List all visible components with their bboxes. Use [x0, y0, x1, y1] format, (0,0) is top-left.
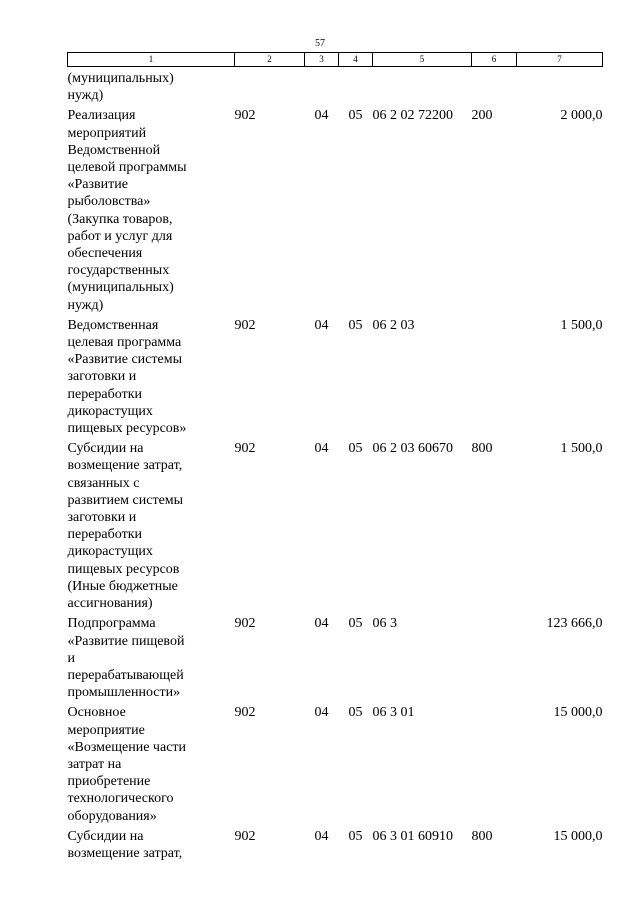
name-line: дикорастущих [67, 403, 153, 419]
table-row [68, 314, 603, 437]
expense-type: 800 [471, 441, 493, 457]
ministry-code: 902 [234, 705, 256, 721]
table-row [68, 825, 603, 862]
item-name [68, 612, 235, 701]
target-article: 06 2 03 [372, 317, 415, 333]
name-line: возмещение затрат, [67, 458, 183, 474]
column-header: 2 [235, 53, 305, 67]
column-number-header [68, 53, 603, 67]
table-row [68, 104, 603, 313]
item-name [68, 701, 235, 824]
name-line: (муниципальных) [67, 71, 174, 86]
subsection-code: 05 [348, 441, 363, 457]
section-code: 04 [314, 317, 329, 333]
column-header: 1 [68, 53, 235, 67]
item-name [68, 825, 235, 862]
target-article: 06 2 03 60670 [372, 441, 453, 457]
column-header: 7 [517, 53, 603, 67]
ministry-code: 902 [234, 616, 256, 632]
name-line: (Закупка товаров, [67, 211, 173, 227]
name-line: «Развитие [67, 177, 128, 193]
target-article: 06 3 [372, 616, 397, 632]
expense-type [472, 314, 517, 437]
name-line: промышленности» [67, 685, 181, 701]
name-line: целевая программа [67, 335, 182, 351]
name-line: нужд) [67, 88, 104, 104]
name-line: мероприятие [67, 722, 145, 738]
name-line: государственных [67, 263, 170, 279]
name-line: «Развитие системы [67, 352, 182, 368]
name-line: мероприятий [67, 125, 147, 141]
target-article: 06 2 02 72200 [372, 108, 453, 124]
name-line: Субсидии на [67, 828, 144, 844]
column-header: 6 [472, 53, 517, 67]
subsection-code: 05 [348, 616, 363, 632]
name-line: целевой программы [67, 160, 187, 176]
name-line: перерабатывающей [67, 667, 184, 683]
section-code: 04 [314, 828, 329, 844]
amount: 2 000,0 [560, 108, 603, 124]
name-line: заготовки и [67, 369, 137, 385]
amount: 15 000,0 [553, 705, 603, 721]
ministry-code: 902 [234, 828, 256, 844]
name-line: обеспечения [67, 246, 143, 262]
item-name [68, 437, 235, 612]
name-line: нужд) [67, 297, 104, 313]
amount: 123 666,0 [546, 616, 603, 632]
table-row [68, 437, 603, 612]
name-line: пищевых ресурсов [67, 561, 180, 577]
name-line: дикорастущих [67, 544, 153, 560]
name-line: (муниципальных) [67, 280, 174, 296]
table-row [68, 612, 603, 701]
column-header: 3 [305, 53, 339, 67]
target-article: 06 3 01 60910 [372, 828, 453, 844]
subsection-code: 05 [348, 705, 363, 721]
name-line: Подпрограмма [67, 616, 156, 632]
expense-type [472, 612, 517, 701]
section-code: 04 [314, 108, 329, 124]
name-line: приобретение [67, 774, 151, 790]
name-line: и [67, 650, 75, 666]
target-article: 06 3 01 [372, 705, 415, 721]
name-line: переработки [67, 527, 142, 543]
section-code: 04 [314, 441, 329, 457]
name-line: Ведомственной [67, 142, 161, 158]
name-line: Ведомственная [67, 317, 159, 333]
budget-table [67, 52, 603, 862]
name-line: ассигнования) [67, 596, 153, 612]
name-line: (Иные бюджетные [67, 578, 178, 594]
subsection-code: 05 [348, 317, 363, 333]
name-line: Основное [67, 705, 126, 721]
name-line: развитием системы [67, 492, 184, 508]
continuation-row [68, 67, 603, 105]
name-line: переработки [67, 386, 142, 402]
amount: 15 000,0 [553, 828, 603, 844]
name-line: связанных с [67, 475, 140, 491]
name-line: «Возмещение части [67, 739, 187, 755]
item-name [68, 67, 235, 105]
column-header: 5 [373, 53, 472, 67]
name-line: «Развитие пищевой [67, 633, 185, 649]
expense-type: 800 [471, 828, 493, 844]
table-row [68, 701, 603, 824]
amount: 1 500,0 [560, 441, 603, 457]
column-header: 4 [339, 53, 373, 67]
name-line: Реализация [67, 108, 136, 124]
page-number: 57 [315, 38, 325, 49]
name-line: оборудования» [67, 808, 157, 824]
name-line: заготовки и [67, 510, 137, 526]
name-line: возмещение затрат, [67, 845, 183, 861]
subsection-code: 05 [348, 108, 363, 124]
section-code: 04 [314, 616, 329, 632]
name-line: пищевых ресурсов» [67, 421, 187, 437]
section-code: 04 [314, 705, 329, 721]
subsection-code: 05 [348, 828, 363, 844]
name-line: технологического [67, 791, 174, 807]
expense-type: 200 [471, 108, 493, 124]
item-name [68, 104, 235, 313]
ministry-code: 902 [234, 441, 256, 457]
item-name [68, 314, 235, 437]
ministry-code: 902 [234, 317, 256, 333]
name-line: Субсидии на [67, 441, 144, 457]
name-line: рыболовства» [67, 194, 151, 210]
expense-type [472, 701, 517, 824]
name-line: затрат на [67, 756, 122, 772]
ministry-code: 902 [234, 108, 256, 124]
amount: 1 500,0 [560, 317, 603, 333]
name-line: работ и услуг для [67, 228, 173, 244]
